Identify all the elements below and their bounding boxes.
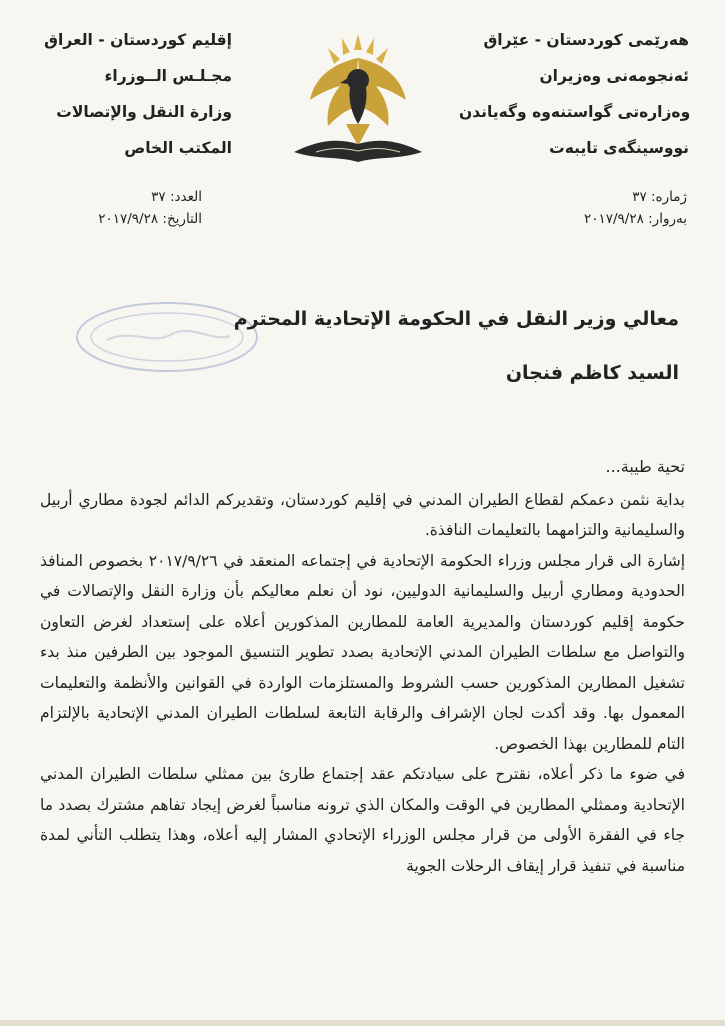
letterhead-line: إقليم كوردستان - العراق [44, 31, 232, 49]
letterhead-line: المكتب الخاص [124, 139, 232, 157]
recipient-title: معالي وزير النقل في الحكومة الإتحادية المحترم [233, 308, 679, 330]
letterhead-line: ئەنجومەنی وەزیران [539, 67, 689, 85]
body-paragraph: في ضوء ما ذكر أعلاه، نقترح على سيادتكم عقد إجتماع طارئ بين ممثلي سلطات الطيران المدني الإتحادية وممثلي المطارين في الوقت والمكان الذي ترونه مناسباً لغرض إيجاد تفاهم مشترك بصدد ما جاء في الفقرة الأولى من قرار مجلس الوزراء الإتحادي المشار إليه أعلاه، وهذا يتطلب التأني لمدة مناسبة في تنفيذ قرار إيقاف الرحلات الجوية [40, 765, 685, 875]
letterhead-line: وزارة النقل والإتصالات [56, 103, 232, 121]
kurdish-reference [527, 186, 687, 230]
body-paragraph: بداية نثمن دعمكم لقطاع الطيران المدني في إقليم كوردستان، وتقديركم الدائم لجودة مطاري أربيل والسليمانية والتزامهما بالتعليمات النافذة. [40, 490, 685, 539]
arabic-reference [42, 186, 202, 230]
kurdish-letterhead [459, 22, 689, 166]
letterhead-line: نووسینگەی تایبەت [549, 139, 689, 157]
letterhead-line: مجـلـس الــوزراء [104, 67, 232, 85]
reference-date: بەروار: ٢٠١٧/٩/٢٨ [583, 211, 687, 227]
letter-body [40, 452, 685, 881]
arabic-letterhead [42, 22, 232, 166]
reference-date: التاريخ: ٢٠١٧/٩/٢٨ [98, 211, 202, 227]
reference-number: ژمارە: ٣٧ [632, 189, 687, 205]
greeting: تحية طيبة... [605, 457, 685, 476]
letterhead-line: هەرێمی کوردستان - عێراق [483, 31, 689, 49]
reference-number: العدد: ٣٧ [151, 189, 202, 205]
recipient-name: السيد كاظم فنجان [505, 362, 679, 384]
body-paragraph: إشارة الى قرار مجلس وزراء الحكومة الإتحادية في إجتماعه المنعقد في ٢٠١٧/٩/٢٦ بخصوص المنافذ الحدودية ومطاري أربيل والسليمانية الدوليين، نود أن نعلم معاليكم بأن وزارة النقل والإتصالات في حكومة إقليم كوردستان والمديرية العامة للمطارين المذكورين أعلاه على إستعداد لغرض التعاون والتواصل مع سلطات الطيران المدني الإتحادية بصدد تطوير التنسيق الموجود بين الطرفين منذ بدء تشغيل المطارين المذكورين حسب الشروط والمستلزمات الواردة في القوانين والأنظمة والتعليمات المعمول بها. وقد أكدت لجان الإشراف والرقابة التابعة لسلطات الطيران المدني الإتحادية بالإلتزام التام للمطارين بهذا الخصوص. [40, 551, 686, 753]
kurdistan-emblem-icon [288, 28, 428, 178]
page-bottom-edge [0, 1020, 725, 1026]
letterhead-line: وەزارەتی گواستنەوە وگەیاندن [459, 103, 691, 121]
